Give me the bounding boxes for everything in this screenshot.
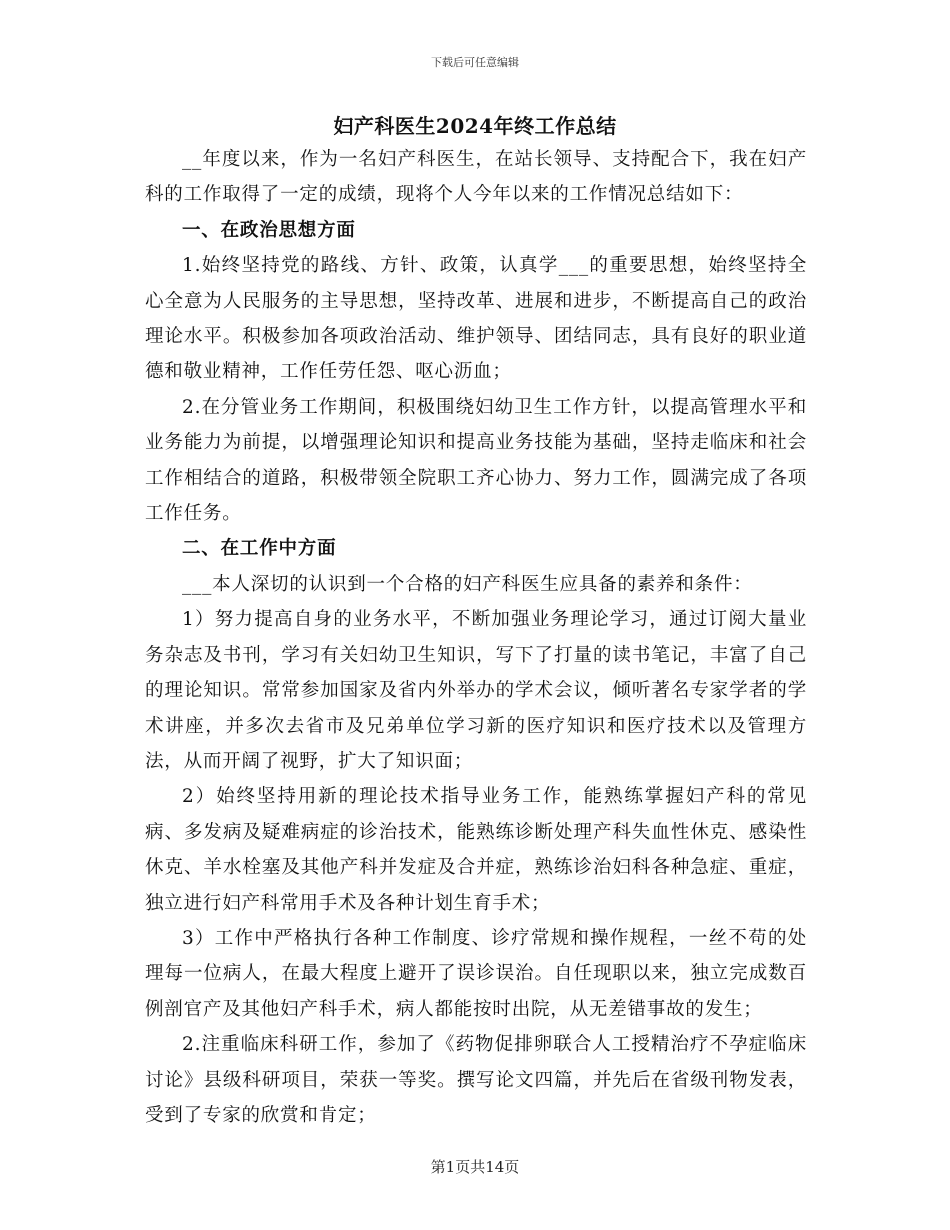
document-title: 妇产科医生2024年终工作总结 — [333, 114, 617, 138]
section-heading-politics: 一、在政治思想方面 — [182, 219, 356, 241]
paragraph-work-1: 1）努力提高自身的业务水平，不断加强业务理论学习，通过订阅大量业务杂志及书刊，学习有关妇幼卫生知识，写下了打量的读书笔记，丰富了自己的理论知识。常常参加国家及省内外举办的学术会议，倾听著名专家学者的学术讲座，并多次去省市及兄弟单位学习新的医疗知识和医疗技术以及管理方法，从而开阔了视野，扩大了知识面； — [145, 609, 807, 772]
header-note: 下载后可任意编辑 — [431, 56, 519, 69]
document-body — [145, 142, 807, 1133]
paragraph-work-intro: ___本人深切的认识到一个合格的妇产科医生应具备的素养和条件： — [182, 573, 753, 595]
paragraph-work-3: 3）工作中严格执行各种工作制度、诊疗常规和操作规程，一丝不苟的处理每一位病人，在最大程度上避开了误诊误治。自任现职以来，独立完成数百例剖官产及其他妇产科手术，病人都能按时出院，从无差错事故的发生； — [145, 927, 807, 1020]
paragraph-work-2: 2）始终坚持用新的理论技术指导业务工作，能熟练掌握妇产科的常见病、多发病及疑难病症的诊治技术，能熟练诊断处理产科失血性休克、感染性休克、羊水栓塞及其他产科并发症及合并症，熟练诊治妇科各种急症、重症，独立进行妇产科常用手术及各种计划生育手术； — [145, 786, 807, 914]
paragraph-politics-2: 2.在分管业务工作期间，积极围绕妇幼卫生工作方针，以提高管理水平和业务能力为前提，以增强理论知识和提高业务技能为基础，坚持走临床和社会工作相结合的道路，积极带领全院职工齐心协力、努力工作，圆满完成了各项工作任务。 — [145, 396, 807, 525]
page-number: 第1页共14页 — [430, 1158, 520, 1176]
intro-paragraph: __年度以来，作为一名妇产科医生，在站长领导、支持配合下，我在妇产科的工作取得了一定的成绩，现将个人今年以来的工作情况总结如下： — [145, 149, 807, 206]
paragraph-politics-1: 1.始终坚持党的路线、方针、政策，认真学___的重要思想，始终坚持全心全意为人民服务的主导思想，坚持改革、进展和进步，不断提高自己的政治理论水平。积极参加各项政治活动、维护领导、团结同志，具有良好的职业道德和敬业精神，工作任劳任怨、呕心沥血； — [145, 255, 807, 383]
section-heading-work: 二、在工作中方面 — [182, 538, 337, 560]
paragraph-research: 2.注重临床科研工作，参加了《药物促排卵联合人工授精治疗不孕症临床讨论》县级科研项目，荣获一等奖。撰写论文四篇，并先后在省级刊物发表，受到了专家的欣赏和肯定； — [145, 1034, 807, 1126]
